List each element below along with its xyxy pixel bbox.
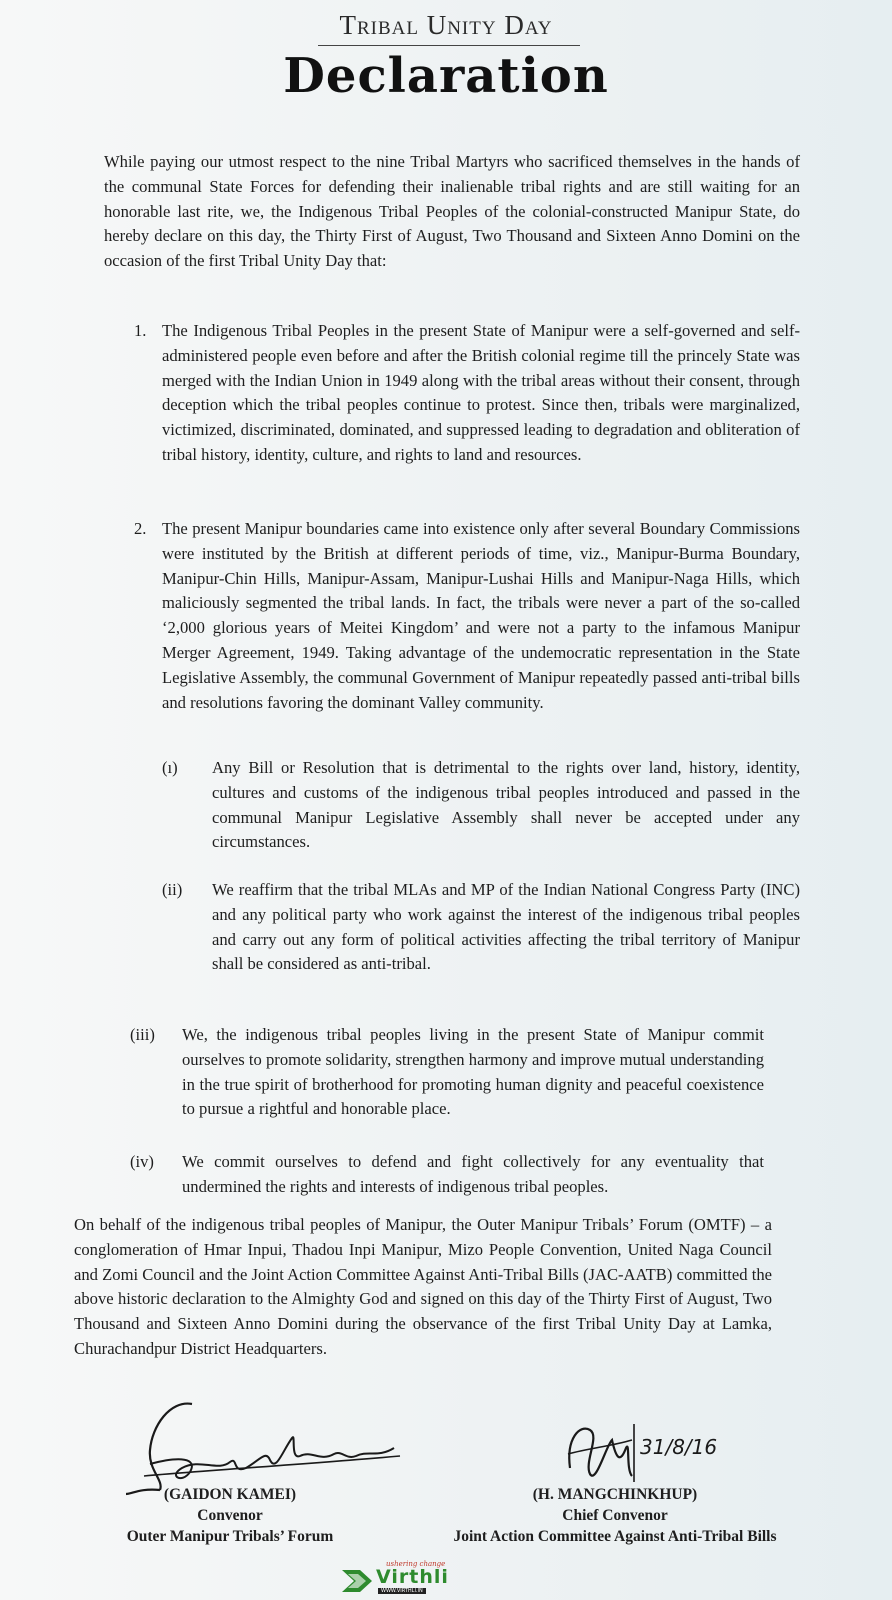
watermark-brand: Virthli [376,1566,449,1588]
sub-item-number: (ii) [162,880,183,899]
sub-item-number: (ı) [162,758,178,777]
item-text: The present Manipur boundaries came into existence only after several Boundary Commissions were instituted by the British at different periods of time, viz., Manipur-Burma Boundary, Manipur-Chin Hills, Manipur-Assam, Manipur-Lushai Hills and Manipur-Naga Hills, which maliciously segmented the tribal lands. In fact, the tribals were never a part of the so-called ‘2,000 glorious years of Meitei Kingdom’ and were not a party to the infamous Manipur Merger Agreement, 1949. Taking advantage of the undemocratic representation in the State Legislative Assembly, the communal Government of Manipur repeatedly passed anti-tribal bills and resolutions favoring the dominant Valley community. [162,519,800,712]
signatory-left [110,1484,350,1547]
page-title: Declaration [283,48,609,104]
item-number: 1. [134,321,147,340]
header-kicker: Tribal Unity Day [339,10,553,40]
item-text: The Indigenous Tribal Peoples in the present State of Manipur were a self-governed and self-administered people even before and after the British colonial regime till the princely State was merged with the Indian Union in 1949 along with the tribal areas without their consent, through deception which the tribal peoples continue to protest. Since then, tribals were marginalized, victimized, discriminated, dominated, and suppressed leading to degradation and obliteration of tribal history, identity, culture, and rights to land and resources. [162,321,800,464]
signatory-right [430,1484,800,1547]
sub-item-text: We commit ourselves to defend and fight collectively for any eventuality that undermined the rights and interests of indigenous tribal peoples. [182,1152,764,1196]
signatory-role: Chief Convenor [562,1507,668,1524]
signatory-org: Outer Manipur Tribals’ Forum [126,1528,334,1545]
signature-right [560,1418,718,1488]
intro-paragraph: While paying our utmost respect to the nine Tribal Martyrs who sacrificed themselves in the hands of the communal State Forces for defending their inalienable tribal rights and are still waiting for an honorable last rite, we, the Indigenous Tribal Peoples of the colonial-constructed Manipur State, do hereby declare on this day, the Thirty First of August, Two Thousand and Sixteen Anno Domini on the occasion of the first Tribal Unity Day that: [104,152,800,271]
closing-paragraph: On behalf of the indigenous tribal peoples of Manipur, the Outer Manipur Tribals’ Forum (OMTF) – a conglomeration of Hmar Inpui, Thadou Inpi Manipur, Mizo People Convention, United Naga Council and Zomi Council and the Joint Action Committee Against Anti-Tribal Bills (JAC-AATB) committed the above historic declaration to the Almighty God and signed on this day of the Thirty First of August, Two Thousand and Sixteen Anno Domini during the observance of the first Tribal Unity Day at Lamka, Churachandpur District Headquarters. [74,1215,772,1358]
sub-item-number: (iv) [130,1152,154,1171]
sub-item-text: We reaffirm that the tribal MLAs and MP of the Indian National Congress Party (INC) and any political party who work against the interest of the indigenous tribal peoples and carry out any form of political activities affecting the tribal territory of Manipur shall be considered as anti-tribal. [212,880,800,974]
chevron-logo-icon [342,1568,376,1594]
item-number: 2. [134,519,147,538]
signatory-name: (GAIDON KAMEI) [163,1486,297,1503]
header-divider [318,45,580,46]
signatory-org: Joint Action Committee Against Anti-Tribal Bills [453,1528,777,1545]
watermark-tagline: ushering change [386,1560,446,1568]
signature-date: 31/8/16 [640,1435,718,1459]
signature-left [120,1398,410,1496]
watermark-logo [342,1560,452,1596]
sub-item-text: We, the indigenous tribal peoples living in the present State of Manipur commit ourselves to promote solidarity, strengthen harmony and improve mutual understanding in the true spirit of brotherhood for promoting human dignity and peaceful coexistence to pursue a rightful and honorable place. [182,1025,764,1119]
sub-item-text: Any Bill or Resolution that is detrimental to the rights over land, history, identity, cultures and customs of the indigenous tribal peoples introduced and passed in the communal Manipur Legislative Assembly shall never be accepted under any circumstances. [212,758,800,852]
sub-item-number: (iii) [130,1025,155,1044]
watermark-url: WWW.VIRTHLI.IN [378,1588,426,1594]
signatory-name: (H. MANGCHINKHUP) [532,1486,698,1503]
signatory-role: Convenor [197,1507,263,1524]
